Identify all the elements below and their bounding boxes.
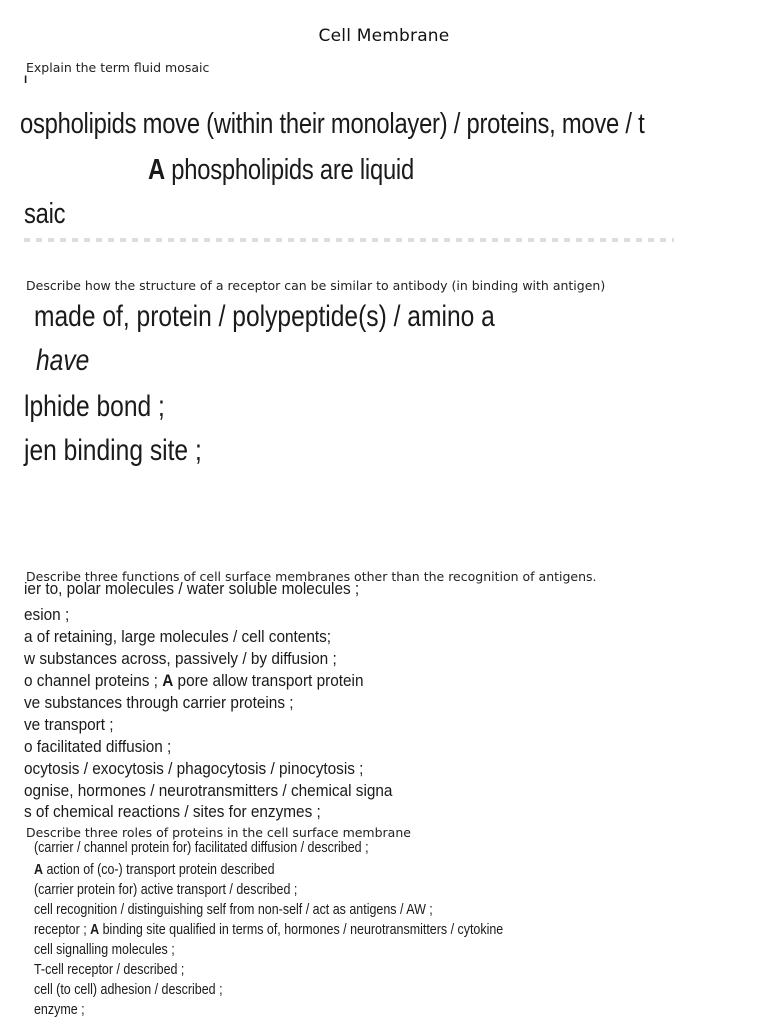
answer-line: esion ; [24, 606, 70, 624]
answer-line: ve substances through carrier proteins ; [24, 694, 294, 712]
question-receptor-antibody: Describe how the structure of a receptor can be similar to antibody (in binding with antigen) [26, 278, 606, 293]
answer-line: lphide bond ; [24, 390, 165, 423]
page-title: Cell Membrane [318, 26, 450, 46]
answer-line: have [36, 344, 90, 377]
answer-line: ospholipids move (within their monolayer) / proteins, move / t [20, 108, 645, 140]
answer-image-fluid-mosaic [20, 70, 674, 246]
question-membrane-functions: Describe three functions of cell surface membranes other than the recognition of antigens. [26, 569, 597, 584]
answer-line: cell recognition / distinguishing self from non-self / act as antigens / AW ; [34, 902, 433, 918]
answer-line: A action of (co-) transport protein described [34, 862, 275, 878]
answer-line: s of chemical reactions / sites for enzymes ; [24, 803, 321, 821]
answer-image-membrane-functions [24, 580, 469, 821]
answer-line: o channel proteins ; A pore allow transport protein [24, 672, 364, 690]
answer-line: T-cell receptor / described ; [34, 962, 185, 978]
answer-line: saic [24, 198, 66, 230]
answer-line: w substances across, passively / by diffusion ; [24, 650, 337, 668]
answer-line: (carrier protein for) active transport / described ; [34, 882, 298, 898]
question-fluid-mosaic: Explain the term fluid mosaic [26, 60, 210, 75]
answer-line: receptor ; A binding site qualified in terms of, hormones / neurotransmitters / cytokine [34, 922, 504, 938]
answer-line: ocytosis / exocytosis / phagocytosis / pinocytosis ; [24, 760, 364, 778]
answer-line: (carrier / channel protein for) facilitated diffusion / described ; [34, 840, 369, 856]
answer-line: o facilitated diffusion ; [24, 738, 172, 756]
answer-line: ı [24, 70, 27, 86]
answer-image-protein-roles [24, 840, 579, 1018]
question-protein-roles: Describe three roles of proteins in the cell surface membrane [26, 825, 411, 840]
answer-line: cell (to cell) adhesion / described ; [34, 982, 223, 998]
answer-line: a of retaining, large molecules / cell contents; [24, 628, 332, 646]
answer-image-receptor-antibody [24, 298, 554, 482]
scan-artifact [24, 238, 674, 242]
answer-line: made of, protein / polypeptide(s) / amino a [34, 300, 495, 333]
answer-line: jen binding site ; [24, 434, 202, 467]
answer-line: ognise, hormones / neurotransmitters / chemical signa [24, 782, 393, 800]
answer-line: A phospholipids are liquid [148, 154, 414, 186]
answer-line: cell signalling molecules ; [34, 942, 175, 958]
answer-line: ier to, polar molecules / water soluble molecules ; [24, 580, 360, 598]
answer-line: ve transport ; [24, 716, 114, 734]
answer-line: enzyme ; [34, 1002, 85, 1018]
